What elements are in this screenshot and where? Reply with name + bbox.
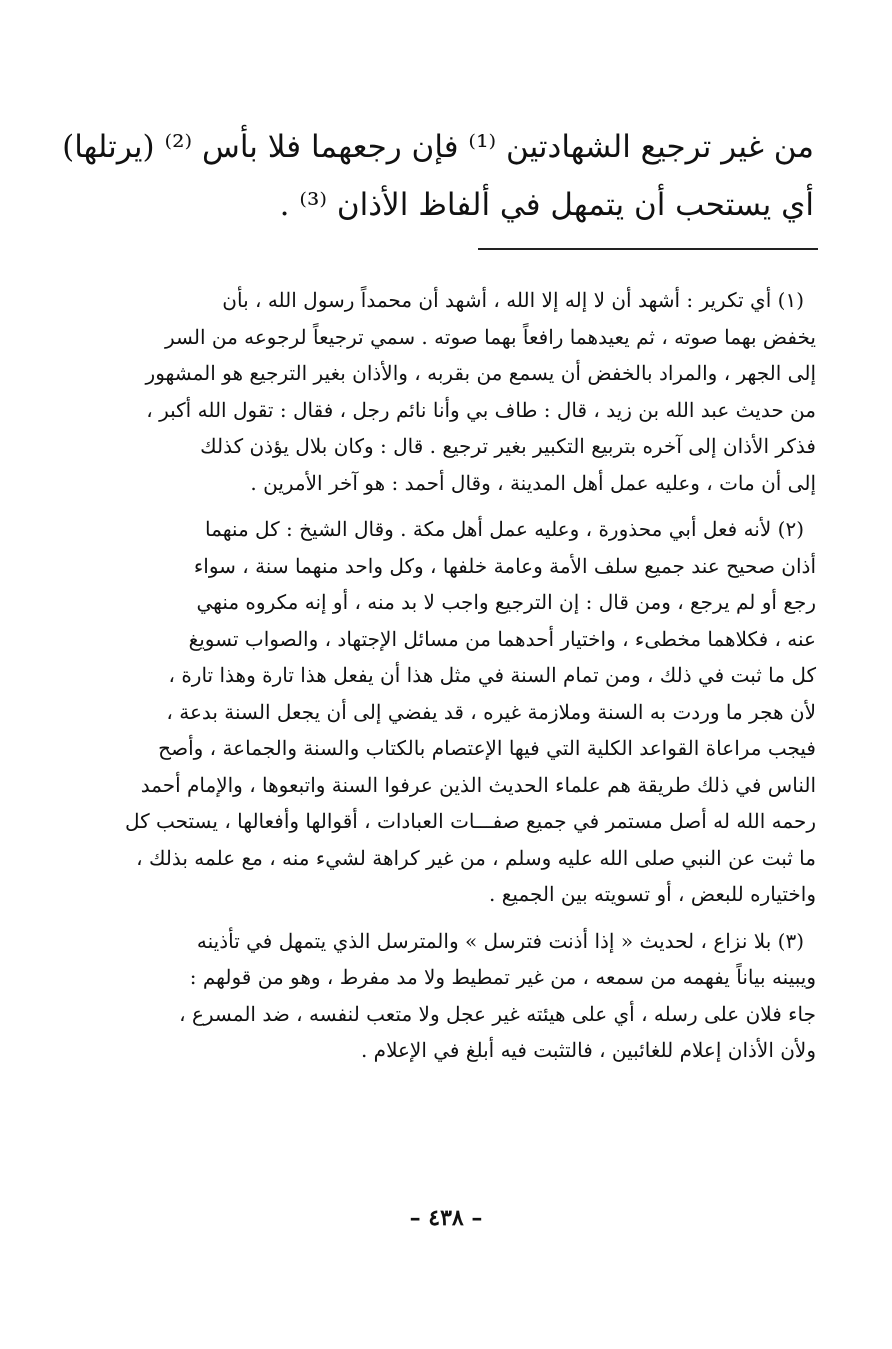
- main-text-line: أي يستحب أن يتمهل في ألفاظ الأذان ⁽³⁾ .: [279, 187, 814, 223]
- footnotes: [74, 282, 816, 1079]
- footnote-separator: [478, 248, 818, 250]
- footnote-line: أذان صحيح عند جميع سلف الأمة وعامة خلفها ، وكل واحد منهما سنة ، سواء: [193, 553, 816, 578]
- footnote-line: واختياره للبعض ، أو تسويته بين الجميع .: [488, 882, 816, 906]
- footnote-line: الناس في ذلك طريقة هم علماء الحديث الذين عرفوا السنة واتبعوها ، والإمام أحمد: [140, 772, 816, 797]
- footnote-line: من حديث عبد الله بن زيد ، قال : طاف بي وأنا نائم رجل ، فقال : تقول الله أكبر ،: [146, 397, 816, 422]
- footnote-line: كل ما ثبت في ذلك ، ومن تمام السنة في مثل هذا أن يفعل هذا تارة وهذا تارة ،: [168, 663, 816, 687]
- main-text-line: من غير ترجيع الشهادتين ⁽¹⁾ فإن رجعهما فلا بأس ⁽²⁾ (يرتلها): [62, 129, 814, 165]
- main-text: [62, 118, 814, 234]
- footnote-1: [74, 282, 816, 501]
- footnote-line: لأن هجر ما وردت به السنة وملازمة غيره ، قد يفضي إلى أن يجعل السنة بدعة ،: [166, 699, 816, 724]
- footnote-line: (٣) بلا نزاع ، لحديث « إذا أذنت فترسل » والمترسل الذي يتمهل في تأذينه: [196, 928, 804, 953]
- footnote-line: فذكر الأذان إلى آخره بتربيع التكبير بغير ترجيع . قال : وكان بلال يؤذن كذلك: [200, 434, 816, 458]
- footnote-line: إلى أن مات ، وعليه عمل أهل المدينة ، وقال أحمد : هو آخر الأمرين .: [250, 470, 816, 495]
- footnote-line: رحمه الله له أصل مستمر في جميع صفـــات العبادات ، أقوالها وأفعالها ، يستحب كل: [124, 809, 816, 833]
- footnote-line: (٢) لأنه فعل أبي محذورة ، وعليه عمل أهل مكة . وقال الشيخ : كل منهما: [205, 517, 804, 541]
- footnote-line: ولأن الأذان إعلام للغائبين ، فالتثبت فيه أبلغ في الإعلام .: [360, 1038, 816, 1062]
- footnote-line: إلى الجهر ، والمراد بالخفض أن يسمع من بقربه ، والأذان بغير الترجيع هو المشهور: [145, 361, 816, 385]
- footnote-line: ما ثبت عن النبي صلى الله عليه وسلم ، من غير كراهة لشيء منه ، مع علمه بذلك ،: [136, 845, 816, 870]
- footnote-line: رجع أو لم يرجع ، ومن قال : إن الترجيع واجب لا بد منه ، أو إنه مكروه منهي: [196, 590, 816, 614]
- footnote-2: [74, 511, 816, 913]
- footnote-line: يخفض بهما صوته ، ثم يعيدهما رافعاً بهما صوته . سمي ترجيعاً لرجوعه من السر: [164, 324, 816, 349]
- footnote-line: (١) أي تكرير : أشهد أن لا إله إلا الله ، أشهد أن محمداً رسول الله ، بأن: [222, 288, 804, 312]
- footnote-line: جاء فلان على رسله ، أي على هيئته غير عجل ولا متعب لنفسه ، ضد المسرع ،: [179, 1001, 816, 1026]
- footnote-line: فيجب مراعاة القواعد الكلية التي فيها الإعتصام بالكتاب والسنة والجماعة ، وأصح: [158, 736, 816, 760]
- page-number: – ٤٣٨ –: [409, 1205, 483, 1231]
- footnote-line: عنه ، فكلاهما مخطىء ، واختيار أحدهما من مسائل الإجتهاد ، والصواب تسويغ: [188, 626, 816, 651]
- footnote-line: ويبينه بياناً يفهمه من سمعه ، من غير تمطيط ولا مد مفرط ، وهو من قولهم :: [189, 965, 816, 989]
- footnote-3: [74, 923, 816, 1069]
